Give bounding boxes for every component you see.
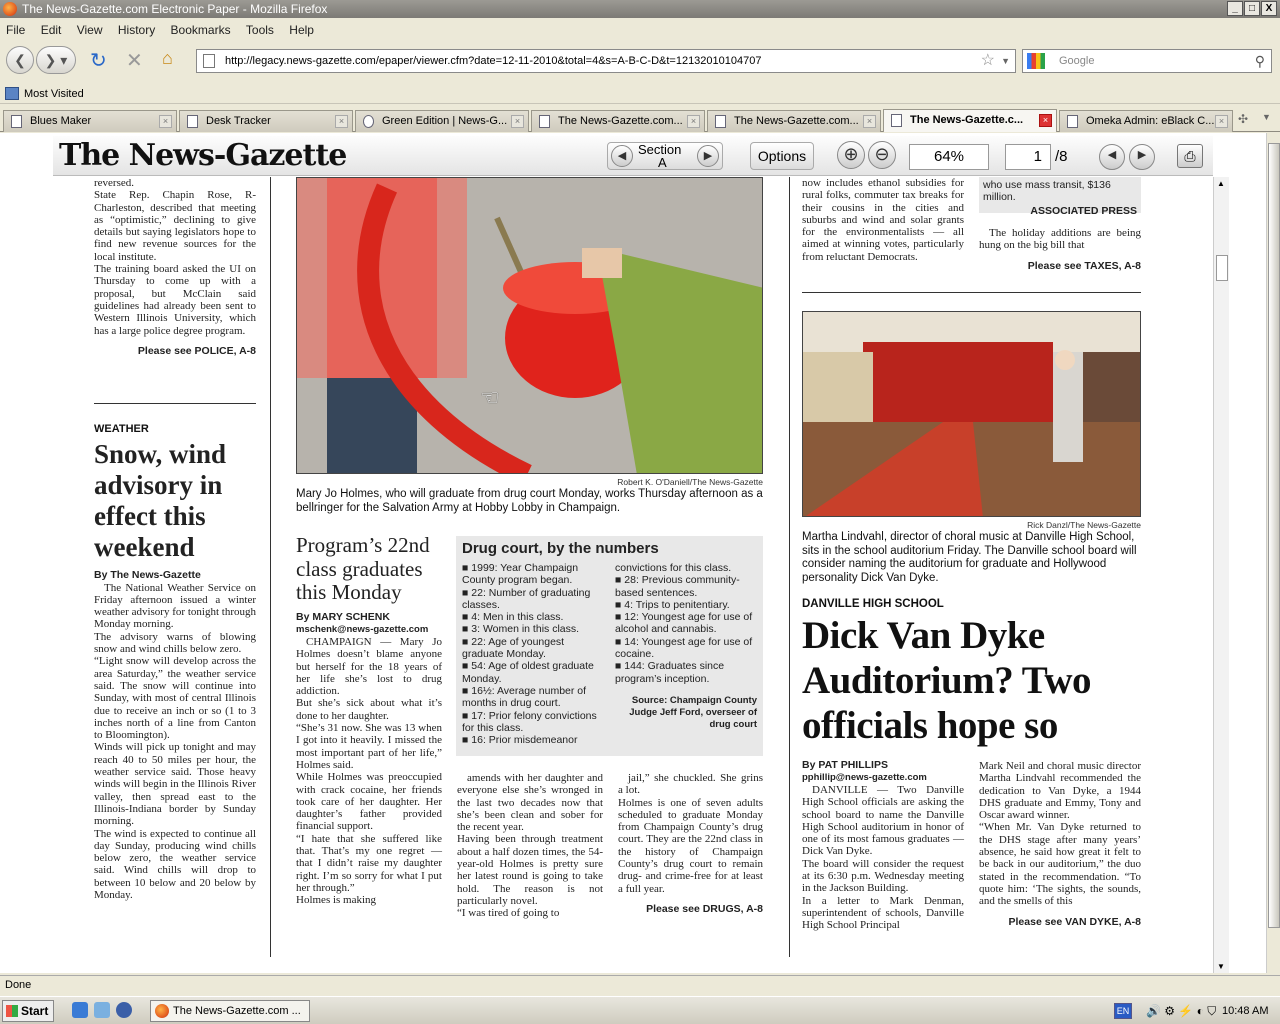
reload-icon[interactable]: ↻ xyxy=(90,50,107,72)
program-email[interactable]: mschenk@news-gazette.com xyxy=(296,624,429,635)
outlook-icon[interactable] xyxy=(94,1002,110,1018)
home-icon[interactable]: ⌂ xyxy=(162,48,173,68)
forward-button[interactable] xyxy=(36,46,76,74)
tab-news-gazette-active[interactable] xyxy=(883,109,1057,132)
windows-taskbar xyxy=(0,996,1280,1024)
prev-page-icon[interactable]: ◀ xyxy=(1099,144,1125,170)
program-body-col3-wrap xyxy=(618,772,763,915)
numbers-item: ■ 4: Trips to penitentiary. xyxy=(615,598,730,611)
program-byline: By MARY SCHENK xyxy=(296,611,390,623)
new-tab-icon[interactable]: ✣ xyxy=(1238,112,1249,126)
tab-omeka-admin[interactable] xyxy=(1059,110,1233,132)
zoom-out-icon[interactable]: ⊖ xyxy=(868,141,896,169)
danville-headline[interactable]: Dick Van Dyke Auditorium? Two officials hope so xyxy=(802,614,1092,747)
bellringer-photo[interactable] xyxy=(296,177,763,474)
numbers-item: ■ 12: Youngest age for use of alcohol and cannabis. xyxy=(615,611,753,636)
search-placeholder: Google xyxy=(1059,55,1095,67)
zoom-in-icon[interactable]: ⊕ xyxy=(837,141,865,169)
status-bar xyxy=(0,975,1280,993)
weather-byline: By The News-Gazette xyxy=(94,569,201,582)
page-scrollbar[interactable] xyxy=(1213,177,1229,973)
task-label: The News-Gazette.com ... xyxy=(173,1005,301,1017)
page-icon xyxy=(1067,115,1078,128)
taxes-col1: now includes ethanol subsidies for rural folks, commuter tax breaks for their cousins in the cities and suburbs and wind and solar grants for the environmentalists — all aimed at winning votes, particularly from reluctant Democrats. xyxy=(802,177,964,263)
window-title-bar xyxy=(0,0,1280,18)
browser-scrollbar[interactable] xyxy=(1266,133,1280,973)
page-number-field[interactable]: 1 xyxy=(1005,144,1051,170)
tab-blues-maker[interactable] xyxy=(3,110,177,132)
numbers-list-left xyxy=(462,562,607,746)
tray-icons[interactable]: 🔊 ⚙ ⚡ ◐ ⛉ xyxy=(1146,1004,1217,1018)
column-divider xyxy=(802,292,1141,293)
close-tab-icon[interactable]: × xyxy=(1215,115,1228,128)
search-icon[interactable]: ⚲ xyxy=(1254,53,1265,69)
print-icon[interactable]: ⎙ xyxy=(1177,144,1203,168)
site-icon xyxy=(363,115,374,128)
numbers-box-title: Drug court, by the numbers xyxy=(462,540,659,557)
numbers-item: ■ 16: Prior misdemeanor xyxy=(462,734,578,747)
url-text: http://legacy.news-gazette.com/epaper/viewer.cfm?date=12-11-2010&total=4&s=A-B-C-D&t=12132010104707 xyxy=(225,55,762,67)
options-button[interactable]: Options xyxy=(750,142,814,170)
auditorium-photo[interactable] xyxy=(802,311,1141,517)
prev-section-icon[interactable]: ◀ xyxy=(611,145,633,167)
ie-icon[interactable] xyxy=(72,1002,88,1018)
bellringer-photo-image xyxy=(297,178,763,474)
stop-icon[interactable]: ✕ xyxy=(126,50,143,72)
danville-kicker: DANVILLE HIGH SCHOOL xyxy=(802,598,944,610)
danville-byline: By PAT PHILLIPS xyxy=(802,759,888,771)
numbers-item: ■ 22: Number of graduating classes. xyxy=(462,586,591,611)
forward-arrow-icon: ❯ ▾ xyxy=(44,52,68,68)
back-button[interactable] xyxy=(6,46,34,74)
tab-label: The News-Gazette.com... xyxy=(734,115,859,127)
most-visited-icon xyxy=(5,87,19,100)
close-window-button[interactable]: X xyxy=(1261,1,1277,16)
page-icon xyxy=(187,115,198,128)
van-dyke-jump-line[interactable]: Please see VAN DYKE, A-8 xyxy=(1008,915,1141,928)
back-arrow-icon: ❮ xyxy=(14,52,26,68)
auditorium-photo-credit: Rick Danzl/The News-Gazette xyxy=(1027,520,1141,530)
minimize-button[interactable]: _ xyxy=(1227,1,1243,16)
danville-body-col2: Mark Neil and choral music director Martha Lindvahl recommended the dedication to Van Dyke, a 1944 DHS graduate and Emmy, Tony and Oscar award winner. “When Mr. Van Dyke returned to the DHS stage after many years’ absence, he said how great it felt to be back in our auditorium,” the duo stated in the recommendation. “To quote him: ‘The sights, the sounds, and the smells of this xyxy=(979,760,1141,908)
system-tray xyxy=(1114,1000,1278,1022)
page-icon xyxy=(891,114,902,127)
tab-label: Omeka Admin: eBlack C... xyxy=(1086,115,1215,127)
tab-label: Green Edition | News-G... xyxy=(382,115,508,127)
taxes-col2: The holiday additions are being hung on the big bill that xyxy=(979,227,1141,252)
program-headline[interactable]: Program’s 22nd class graduates this Monday xyxy=(296,533,430,604)
numbers-item: ■ 54: Age of oldest graduate Monday. xyxy=(462,660,594,685)
danville-body-col2-wrap xyxy=(979,760,1141,928)
zoom-level-field[interactable]: 64% xyxy=(909,144,989,170)
numbers-item: ■ 16½: Average number of months in drug court. xyxy=(462,684,587,710)
numbers-item: convictions for this class. xyxy=(615,562,732,574)
column-divider xyxy=(789,177,790,957)
taxes-box-credit: ASSOCIATED PRESS xyxy=(1030,205,1137,217)
tab-label: The News-Gazette.c... xyxy=(910,114,1024,126)
page-scroll-thumb[interactable] xyxy=(1216,255,1228,281)
menu-edit[interactable]: Edit xyxy=(40,23,62,37)
tab-list-icon[interactable]: ▼ xyxy=(1262,112,1271,122)
column-divider xyxy=(94,403,256,404)
danville-email[interactable]: pphillip@news-gazette.com xyxy=(802,772,927,783)
program-body-col3: jail,” she chuckled. She grins a lot. Holmes is one of seven adults scheduled to graduate Monday from Champaign County’s drug court. They are the 22nd class in the history of Champaign County’s drug court to remain drug- and crime-free for at least a full year. xyxy=(618,772,763,895)
numbers-item: ■ 1999: Year Champaign County program began. xyxy=(462,562,579,587)
bookmarks-bar xyxy=(0,84,1280,104)
media-player-icon[interactable] xyxy=(116,1002,132,1018)
numbers-item: ■ 17: Prior felony convictions for this class. xyxy=(462,709,597,734)
hand-cursor-icon: ☜ xyxy=(480,385,500,410)
danville-body-col1: DANVILLE — Two Danville High School officials are asking the school board to name the Danville High School auditorium in honor of one of its most famous graduates — Dick Van Dyke. The board will consider the request at its 6:30 p.m. Wednesday meeting in the Jackson Building. In a letter to Mark Denman, superintendent of schools, Danville High School Principal xyxy=(802,784,964,932)
next-section-icon[interactable]: ▶ xyxy=(697,145,719,167)
close-tab-icon[interactable]: × xyxy=(159,115,172,128)
url-bar[interactable] xyxy=(196,49,1016,73)
numbers-item: ■ 4: Men in this class. xyxy=(462,611,564,624)
maximize-button[interactable]: □ xyxy=(1244,1,1260,16)
firefox-icon xyxy=(155,1004,169,1018)
police-article-text: reversed. State Rep. Chapin Rose, R-Charleston, described that meeting as “optimistic,” declining to give details but saying legislators hope to find new revenue sources for the local institute. The training board asked the UI on Thursday to come up with a proposal, but McClain said guidelines had already been sent to Western Illinois University, which has a large police degree program. xyxy=(94,177,256,337)
auditorium-photo-image xyxy=(803,312,1141,517)
google-icon[interactable] xyxy=(1027,53,1045,69)
menu-view[interactable]: View xyxy=(76,23,103,37)
numbers-list-right xyxy=(615,562,757,731)
menu-tools[interactable]: Tools xyxy=(245,23,274,37)
tab-label: Blues Maker xyxy=(30,115,92,127)
menu-help[interactable]: Help xyxy=(289,23,314,37)
numbers-box xyxy=(456,536,763,756)
numbers-item: ■ 22: Age of youngest graduate Monday. xyxy=(462,635,565,661)
numbers-item: ■ 144: Graduates since program’s inception. xyxy=(615,660,725,685)
status-text: Done xyxy=(5,979,32,991)
program-body-col1: CHAMPAIGN — Mary Jo Holmes doesn’t blame anyone but herself for the 18 years of her life she’s lost to drug addiction. But she’s sick about what it’s done to her daughter. “She’s 31 now. She was 13 when I got into it heavily. I missed the most important part of her life,” Holmes said. While Holmes was preoccupied with crack cocaine, her friends took care of her daughter. Her daughter’s father provided financial support. “I hate that she suffered like that. That’s my one regret — that I didn’t raise my daughter right. I’m so sorry for what I put her through.” Holmes is making xyxy=(296,636,442,907)
close-tab-icon[interactable]: × xyxy=(863,115,876,128)
tab-news-gazette-1[interactable] xyxy=(531,110,705,132)
page-icon xyxy=(715,115,726,128)
clock: 10:48 AM xyxy=(1222,1005,1269,1017)
news-gazette-logo: The News-Gazette xyxy=(59,138,347,173)
most-visited-link[interactable]: Most Visited xyxy=(24,88,84,100)
police-jump-line[interactable]: Please see POLICE, A-8 xyxy=(137,344,256,357)
taskbar-firefox-task[interactable] xyxy=(150,1000,310,1022)
scroll-down-icon[interactable]: ▼ xyxy=(1217,962,1225,971)
scroll-up-icon[interactable]: ▲ xyxy=(1217,179,1225,188)
section-label: Section xyxy=(638,142,682,157)
page-total: /8 xyxy=(1055,148,1068,165)
tab-desk-tracker[interactable] xyxy=(179,110,353,132)
browser-scroll-thumb[interactable] xyxy=(1268,143,1280,928)
drugs-jump-line[interactable]: Please see DRUGS, A-8 xyxy=(646,902,763,915)
page-icon xyxy=(11,115,22,128)
bookmark-star-icon[interactable]: ☆ xyxy=(980,52,995,69)
numbers-item: ■ 3: Women in this class. xyxy=(462,623,580,636)
taxes-jump-line[interactable]: Please see TAXES, A-8 xyxy=(1027,259,1141,272)
firefox-icon xyxy=(3,2,17,16)
column-divider xyxy=(270,177,271,957)
navigation-toolbar xyxy=(0,42,1280,80)
weather-body: The National Weather Service on Friday afternoon issued a winter weather advisory for tonight through Monday morning. The advisory warns of blowing snow and wind chills below zero. “Light snow will develop across the area Saturday,” the weather service said. The snow will continue into Sunday, with most of central Illinois due to receive an inch or so (1 to 3 inches north of a line from Canton to Bloomington). Winds will pick up tonight and may reach 40 to 50 miles per hour, the weather service said. Those heavy winds will begin in the Illinois River valley, then spread east to the Illinois-Indiana border by Sunday morning. The wind is expected to continue all day Sunday, producing wind chills below zero, the weather service said. Wind chills will drop to between 10 below and 20 below by Monday. xyxy=(94,581,256,902)
page-icon xyxy=(539,115,550,128)
close-tab-icon[interactable]: × xyxy=(1039,114,1052,127)
window-title: The News-Gazette.com Electronic Paper - Mozilla Firefox xyxy=(22,2,328,16)
language-indicator[interactable]: EN xyxy=(1114,1003,1132,1019)
auditorium-photo-caption: Martha Lindvahl, director of choral music at Danville High School, sits in the school auditorium Friday. The Danville school board will consider naming the auditorium for graduate and Hollywood personality Dick Van Dyke. xyxy=(802,531,1137,584)
close-tab-icon[interactable]: × xyxy=(511,115,524,128)
page-icon xyxy=(203,54,215,68)
numbers-source: Source: Champaign County Judge Jeff Ford, overseer of drug court xyxy=(629,694,757,730)
numbers-item: ■ 28: Previous community-based sentences. xyxy=(615,574,740,599)
menu-bar xyxy=(0,20,1280,40)
tab-news-gazette-2[interactable] xyxy=(707,110,881,132)
weather-kicker: WEATHER xyxy=(94,423,149,435)
tab-green-edition[interactable] xyxy=(355,110,529,132)
url-dropdown-icon[interactable]: ▼ xyxy=(1001,56,1010,66)
taxes-col2-wrap xyxy=(979,227,1141,272)
tab-strip xyxy=(0,108,1280,132)
start-label: Start xyxy=(21,1004,49,1018)
menu-bookmarks[interactable]: Bookmarks xyxy=(170,23,231,37)
windows-logo-icon xyxy=(6,1005,18,1017)
weather-headline[interactable]: Snow, wind advisory in effect this weekend xyxy=(94,439,227,563)
numbers-item: ■ 14: Youngest age for use of cocaine. xyxy=(615,635,753,661)
epaper-toolbar xyxy=(53,136,1213,176)
bellringer-photo-credit: Robert K. O'Daniell/The News-Gazette xyxy=(617,477,763,487)
taxes-box-text: who use mass transit, $136 million. xyxy=(983,179,1111,203)
menu-file[interactable]: File xyxy=(6,23,26,37)
close-tab-icon[interactable]: × xyxy=(687,115,700,128)
menu-history[interactable]: History xyxy=(117,23,156,37)
program-body-col2: amends with her daughter and everyone else she’s wronged in the last two decades now that she’s been clean and sober for the recent year. Having been through treatment about a half dozen times, the 54-year-old Holmes is pretty sure her latest round is going to take hold. The reason is not particularly novel. “I was tired of going to xyxy=(457,772,603,920)
next-page-icon[interactable]: ▶ xyxy=(1129,144,1155,170)
police-article-continuation xyxy=(94,177,256,357)
tab-label: The News-Gazette.com... xyxy=(558,115,683,127)
newspaper-page[interactable] xyxy=(53,177,1213,973)
bellringer-photo-caption: Mary Jo Holmes, who will graduate from drug court Monday, works Thursday afternoon as a bellringer for the Salvation Army at Hobby Lobby in Champaign. xyxy=(296,488,763,514)
search-input[interactable] xyxy=(1022,49,1272,73)
start-button[interactable] xyxy=(2,1000,54,1022)
section-value: A xyxy=(658,155,667,170)
taxes-box xyxy=(979,177,1141,217)
close-tab-icon[interactable]: × xyxy=(335,115,348,128)
section-selector[interactable] xyxy=(607,142,723,170)
browser-content xyxy=(0,133,1266,973)
weather-article xyxy=(94,423,256,901)
tab-label: Desk Tracker xyxy=(206,115,271,127)
